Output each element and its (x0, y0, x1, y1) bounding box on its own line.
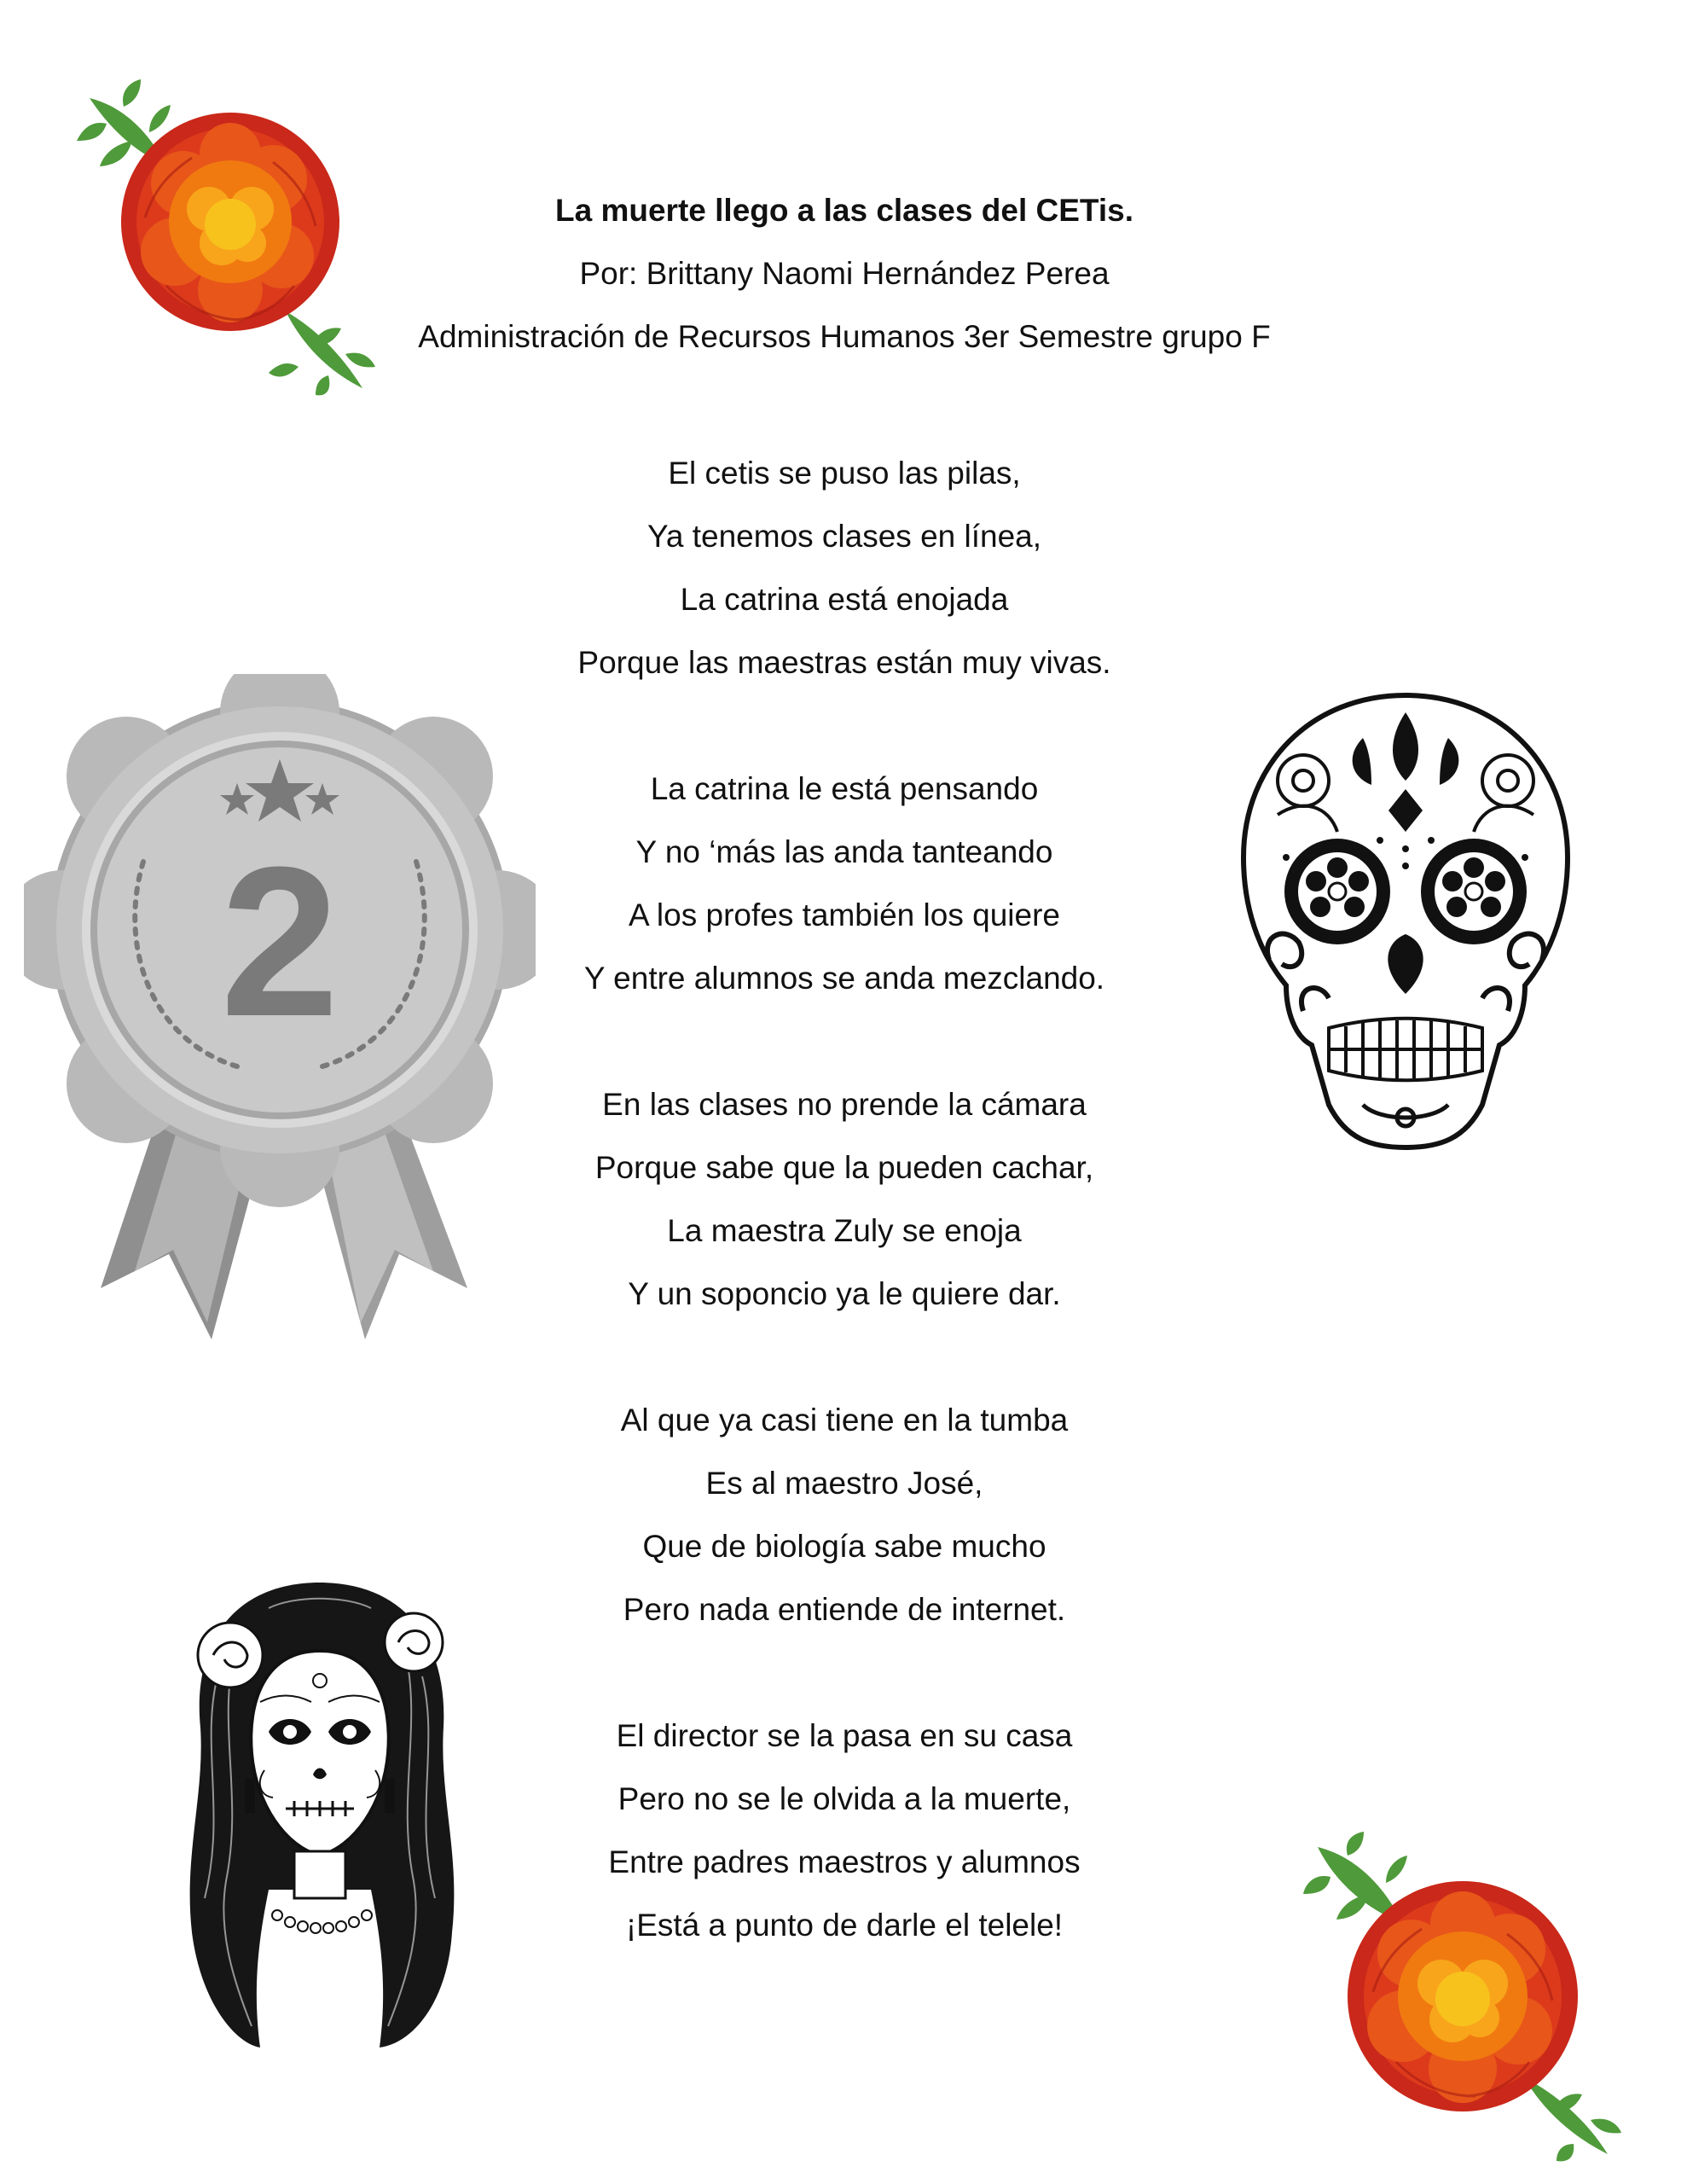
verse-line: Que de biología sabe mucho (642, 1529, 1046, 1564)
verse-line: A los profes también los quiere (629, 897, 1060, 932)
marigold-flower-icon (1301, 1830, 1625, 2163)
poem-course: Administración de Recursos Humanos 3er Semestre grupo F (418, 319, 1271, 354)
verse-line: Y entre alumnos se anda mezclando. (583, 961, 1105, 996)
stanza (426, 1073, 1262, 1326)
verse-line: Y un soponcio ya le quiere dar. (628, 1276, 1061, 1311)
stanza (426, 442, 1262, 694)
verse-line: Pero nada entiende de internet. (623, 1592, 1066, 1627)
verse-line: Al que ya casi tiene en la tumba (620, 1403, 1069, 1438)
poem-title: La muerte llego a las clases del CETis. (555, 193, 1133, 228)
poem-author: Por: Brittany Naomi Hernández Perea (579, 256, 1110, 291)
verse-line: ¡Está a punto de darle el telele! (625, 1908, 1064, 1943)
silver-medal-icon (24, 674, 536, 1356)
verse-line: Pero no se le olvida a la muerte, (617, 1781, 1071, 1816)
verse-line: Porque las maestras están muy vivas. (577, 645, 1111, 680)
marigold-flower-icon (72, 73, 380, 397)
verse-line: Es al maestro José, (705, 1466, 983, 1501)
stanza (426, 1389, 1262, 1641)
verse-line: La catrina está enojada (680, 582, 1009, 617)
medal-number: 2 (220, 822, 339, 1060)
poem-body (426, 442, 1262, 2020)
stanza (426, 758, 1262, 1010)
verse-line: Ya tenemos clases en línea, (646, 519, 1042, 554)
sugar-skull-icon (1235, 687, 1576, 1156)
catrina-portrait-icon (166, 1574, 473, 2052)
verse-line: El cetis se puso las pilas, (668, 456, 1021, 491)
verse-line: En las clases no prende la cámara (602, 1087, 1087, 1122)
verse-line: Porque sabe que la pueden cachar, (594, 1150, 1094, 1185)
poem-header (341, 189, 1348, 379)
verse-line: La maestra Zuly se enoja (667, 1213, 1022, 1248)
verse-line: Y no ‘más las anda tanteando (635, 834, 1053, 869)
stanza (426, 1705, 1262, 1957)
verse-line: El director se la pasa en su casa (616, 1718, 1073, 1753)
verse-line: Entre padres maestros y alumnos (608, 1844, 1081, 1879)
verse-line: La catrina le está pensando (650, 771, 1039, 806)
